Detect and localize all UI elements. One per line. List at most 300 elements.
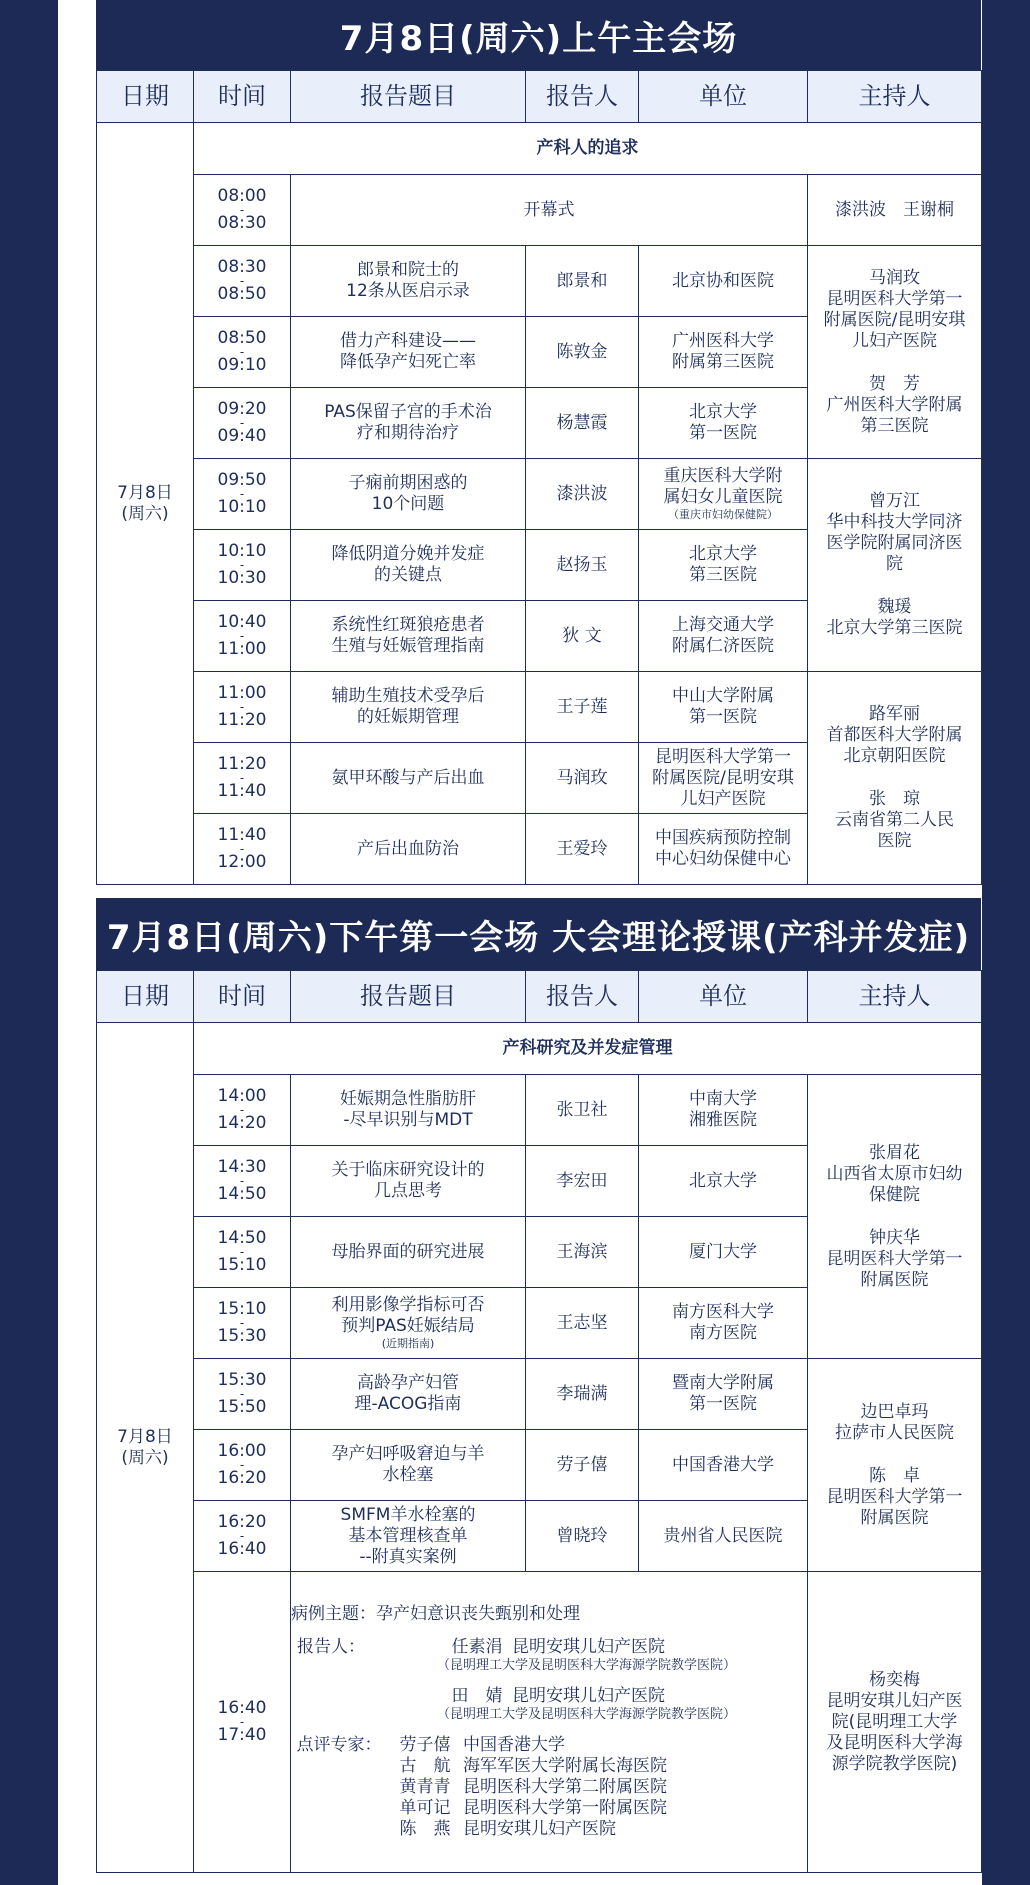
unit-line: 第一医院 <box>689 707 757 727</box>
topic-cell <box>291 246 526 317</box>
speaker-cell: 杨慧霞 <box>526 388 639 459</box>
start-time: 14:00 <box>217 1086 267 1106</box>
case-expert <box>291 1777 807 1798</box>
case-experts-label: 点评专家： <box>296 1735 382 1755</box>
case-experts-label <box>291 1777 387 1798</box>
column-header: 时间 <box>194 71 291 123</box>
expert-unit: 昆明医科大学第一附属医院 <box>463 1798 667 1818</box>
start-time: 11:40 <box>217 825 267 845</box>
topic-line: 子痫前期困惑的 <box>348 473 468 493</box>
unit-cell <box>639 1430 808 1501</box>
unit-line: 第一医院 <box>689 1394 757 1414</box>
host-line: 云南省第二人民 <box>835 810 954 830</box>
speaker-cell: 王志坚 <box>526 1288 639 1359</box>
host-line: 第三医院 <box>860 415 929 436</box>
expert-name: 单可记 <box>399 1798 451 1818</box>
spacer <box>808 575 981 597</box>
column-header: 时间 <box>194 971 291 1023</box>
topic-cell <box>291 388 526 459</box>
topic-cell <box>291 601 526 672</box>
host-line: 杨奕梅 <box>869 1669 920 1690</box>
opening-row <box>97 175 982 246</box>
time-cell <box>194 388 291 459</box>
topic-line: 生殖与妊娠管理指南 <box>331 636 485 656</box>
speaker-cell: 劳子僖 <box>526 1430 639 1501</box>
expert-unit: 中国香港大学 <box>463 1735 565 1755</box>
talk-row <box>97 1359 982 1430</box>
unit-line: 第三医院 <box>689 565 757 585</box>
reporter-unit: 昆明安琪儿妇产医院 <box>512 1686 665 1706</box>
time-dash: - <box>239 345 245 359</box>
case-experts-label <box>291 1819 387 1840</box>
case-discussion <box>291 1572 808 1873</box>
host-cell <box>808 1572 982 1873</box>
case-reporters-label: 报告人： <box>297 1637 365 1657</box>
host-line: 马润玫 <box>869 267 920 288</box>
spacer <box>291 1723 807 1735</box>
host-line: 昆明医科大学第一 <box>826 288 963 309</box>
time-dash: - <box>239 842 245 856</box>
time-dash: - <box>239 1715 245 1729</box>
spacer <box>808 1444 981 1466</box>
time-dash: - <box>239 1174 245 1188</box>
expert-unit: 海军军医大学附属长海医院 <box>463 1756 667 1776</box>
column-header: 单位 <box>639 971 808 1023</box>
host-cell <box>808 459 982 672</box>
topic-cell <box>291 1146 526 1217</box>
time-cell <box>194 1288 291 1359</box>
end-time: 08:50 <box>217 284 267 304</box>
topic-line: -尽早识别与MDT <box>343 1110 473 1130</box>
unit-line: 附属第三医院 <box>672 352 774 372</box>
spacer <box>291 1674 807 1686</box>
topic-cell <box>291 1359 526 1430</box>
time-dash: - <box>239 274 245 288</box>
section-title: 7月8日(周六)下午第一会场 大会理论授课(产科并发症) <box>96 898 981 970</box>
start-time: 15:30 <box>217 1370 267 1390</box>
end-time: 15:50 <box>217 1397 267 1417</box>
session-title: 产科人的追求 <box>194 123 982 175</box>
topic-cell <box>291 459 526 530</box>
speaker-cell: 李瑞满 <box>526 1359 639 1430</box>
case-expert <box>291 1756 807 1777</box>
unit-line: 南方医院 <box>689 1323 757 1343</box>
talk-row <box>97 1075 982 1146</box>
host-line: 昆明医科大学第一 <box>826 1248 963 1269</box>
time-dash: - <box>239 1245 245 1259</box>
expert-unit: 昆明医科大学第二附属医院 <box>463 1777 667 1797</box>
case-experts-label <box>291 1798 387 1819</box>
unit-cell <box>639 1501 808 1572</box>
talk-row <box>97 246 982 317</box>
start-time: 10:10 <box>217 541 267 561</box>
spacer <box>808 1206 981 1228</box>
unit-line: 儿妇产医院 <box>680 788 766 809</box>
topic-cell <box>291 743 526 814</box>
time-dash: - <box>239 1458 245 1472</box>
topic-line: 妊娠期急性脂肪肝 <box>340 1089 476 1109</box>
end-time: 14:50 <box>217 1184 267 1204</box>
unit-line: 中南大学 <box>689 1089 757 1109</box>
unit-line: 重庆医科大学附 <box>663 466 783 486</box>
speaker-cell: 王海滨 <box>526 1217 639 1288</box>
topic-line: 产后出血防治 <box>357 838 459 859</box>
topic-line: 利用影像学指标可否 <box>331 1295 485 1315</box>
speaker-cell: 陈敦金 <box>526 317 639 388</box>
unit-line: 附属医院/昆明安琪 <box>652 767 794 788</box>
unit-cell <box>639 1075 808 1146</box>
time-cell <box>194 601 291 672</box>
end-time: 14:20 <box>217 1113 267 1133</box>
unit-line: 贵州省人民医院 <box>663 1525 783 1546</box>
host-line: 贺 芳 <box>869 373 920 394</box>
unit-line: 中国香港大学 <box>672 1454 774 1475</box>
host-line: 儿妇产医院 <box>852 330 937 351</box>
end-time: 15:30 <box>217 1326 267 1346</box>
start-time: 08:50 <box>217 328 267 348</box>
case-reporter <box>291 1637 807 1674</box>
topic-line: 10个问题 <box>371 494 445 514</box>
speaker-cell: 赵扬玉 <box>526 530 639 601</box>
unit-line: 北京大学 <box>689 1170 757 1191</box>
start-time: 15:10 <box>217 1299 267 1319</box>
host-cell <box>808 246 982 459</box>
topic-line: 几点思考 <box>374 1181 442 1201</box>
reporter-name: 任素涓 <box>451 1637 503 1657</box>
host-line: 院 <box>886 554 903 574</box>
speaker-cell: 狄 文 <box>526 601 639 672</box>
end-time: 10:10 <box>217 497 267 517</box>
unit-line: 附属仁济医院 <box>672 636 774 656</box>
time-dash: - <box>239 629 245 643</box>
end-time: 09:10 <box>217 355 267 375</box>
host-line: 北京朝阳医院 <box>843 746 946 766</box>
speaker-cell: 张卫社 <box>526 1075 639 1146</box>
reporter-note: （昆明理工大学及昆明医科大学海源学院教学医院） <box>437 1658 737 1673</box>
topic-cell <box>291 672 526 743</box>
unit-cell <box>639 317 808 388</box>
spacer <box>291 1625 807 1637</box>
end-time: 11:40 <box>217 781 267 801</box>
unit-line: 中国疾病预防控制 <box>655 828 791 848</box>
start-time: 11:20 <box>217 754 267 774</box>
end-time: 12:00 <box>217 852 267 872</box>
topic-line: 辅助生殖技术受孕后 <box>331 686 485 706</box>
case-theme-label: 病例主题： <box>291 1604 376 1624</box>
session-row <box>97 1023 982 1075</box>
host-line: 昆明安琪儿妇产医 <box>826 1690 963 1711</box>
topic-cell <box>291 814 526 885</box>
start-time: 16:40 <box>217 1698 267 1718</box>
host-line: 山西省太原市妇幼 <box>826 1163 963 1184</box>
time-dash: - <box>239 558 245 572</box>
host-line: 拉萨市人民医院 <box>835 1422 954 1443</box>
host-line: 昆明医科大学第一 <box>826 1486 963 1507</box>
topic-line: 关于临床研究设计的 <box>331 1160 485 1180</box>
case-theme <box>291 1604 807 1625</box>
host-line: 张 琼 <box>869 789 920 809</box>
unit-cell <box>639 814 808 885</box>
time-cell <box>194 1501 291 1572</box>
case-expert <box>291 1798 807 1819</box>
topic-line: SMFM羊水栓塞的 <box>340 1504 476 1525</box>
time-cell <box>194 246 291 317</box>
host-cell: 漆洪波 王谢桐 <box>808 175 982 246</box>
host-line: 魏瑗 <box>877 597 912 617</box>
reporter-entry <box>371 1637 736 1674</box>
column-header: 主持人 <box>808 71 982 123</box>
topic-line: 借力产科建设—— <box>340 331 476 351</box>
start-time: 11:00 <box>217 683 267 703</box>
unit-line: 北京大学 <box>689 402 757 422</box>
unit-cell <box>639 459 808 530</box>
session-title: 产科研究及并发症管理 <box>194 1023 982 1075</box>
topic-line: 母胎界面的研究进展 <box>331 1241 485 1262</box>
unit-cell <box>639 1288 808 1359</box>
unit-line: 第一医院 <box>689 423 757 443</box>
unit-line: 北京大学 <box>689 544 757 564</box>
topic-note: (近期指南) <box>381 1337 435 1350</box>
time-cell <box>194 175 291 246</box>
column-header: 日期 <box>97 71 194 123</box>
header-row <box>97 971 982 1023</box>
topic-cell <box>291 1430 526 1501</box>
host-line: 附属医院 <box>860 1269 929 1290</box>
column-header: 报告题目 <box>291 971 526 1023</box>
topic-cell <box>291 530 526 601</box>
unit-line: 暨南大学附属 <box>672 1373 774 1393</box>
expert-name: 劳子僖 <box>399 1735 451 1755</box>
case-reporter <box>291 1686 807 1723</box>
talk-row <box>97 459 982 530</box>
date: 7月8日 <box>117 482 173 503</box>
time-dash: - <box>239 700 245 714</box>
opening-topic: 开幕式 <box>291 175 808 246</box>
time-cell <box>194 459 291 530</box>
weekday: (周六) <box>121 503 169 524</box>
host-cell <box>808 1359 982 1572</box>
speaker-cell: 马润玫 <box>526 743 639 814</box>
unit-line: 中山大学附属 <box>672 686 774 706</box>
start-time: 16:00 <box>217 1441 267 1461</box>
start-time: 16:20 <box>217 1512 267 1532</box>
topic-line: 水栓塞 <box>382 1465 434 1485</box>
schedule-page <box>58 0 982 1885</box>
unit-cell <box>639 1217 808 1288</box>
topic-line: --附真实案例 <box>359 1546 457 1567</box>
end-time: 09:40 <box>217 426 267 446</box>
time-dash: - <box>239 1387 245 1401</box>
end-time: 15:10 <box>217 1255 267 1275</box>
topic-line: 疗和期待治疗 <box>357 423 459 443</box>
time-cell <box>194 530 291 601</box>
unit-line: 南方医科大学 <box>672 1302 774 1322</box>
host-line: 源学院教学医院) <box>831 1753 958 1774</box>
topic-line: 郎景和院士的 <box>357 260 459 280</box>
weekday: (周六) <box>121 1447 169 1468</box>
expert-name: 古 航 <box>399 1756 451 1776</box>
column-header: 报告人 <box>526 971 639 1023</box>
host-line: 首都医科大学附属 <box>826 725 963 745</box>
case-experts-label <box>291 1756 387 1777</box>
end-time: 16:40 <box>217 1539 267 1559</box>
start-time: 08:00 <box>217 186 267 206</box>
date-cell <box>97 123 194 885</box>
host-line: 附属医院 <box>860 1507 929 1528</box>
time-dash: - <box>239 1529 245 1543</box>
topic-line: 的关键点 <box>374 565 442 585</box>
topic-line: 孕产妇呼吸窘迫与羊 <box>331 1444 485 1464</box>
unit-line: 广州医科大学 <box>672 331 774 351</box>
time-cell <box>194 1430 291 1501</box>
host-line: 路军丽 <box>869 704 920 724</box>
topic-cell <box>291 1217 526 1288</box>
host-line: 医学院附属同济医 <box>826 533 963 553</box>
topic-line: 的妊娠期管理 <box>357 707 459 727</box>
host-cell <box>808 672 982 885</box>
unit-line: 上海交通大学 <box>672 615 774 635</box>
end-time: 11:20 <box>217 710 267 730</box>
unit-cell <box>639 530 808 601</box>
speaker-cell: 曾晓玲 <box>526 1501 639 1572</box>
start-time: 10:40 <box>217 612 267 632</box>
talk-row <box>97 672 982 743</box>
unit-line: 湘雅医院 <box>689 1110 757 1130</box>
time-cell <box>194 672 291 743</box>
expert-name: 黄青青 <box>399 1777 451 1797</box>
date-cell <box>97 1023 194 1873</box>
host-line: 医院 <box>877 831 912 851</box>
topic-line: PAS保留子宫的手术治 <box>324 402 492 422</box>
unit-note: （重庆市妇幼保健院） <box>668 508 778 521</box>
host-line: 曾万江 <box>869 491 920 511</box>
time-dash: - <box>239 771 245 785</box>
time-dash: - <box>239 1103 245 1117</box>
topic-line: 理-ACOG指南 <box>354 1394 462 1414</box>
unit-line: 北京协和医院 <box>672 270 774 291</box>
expert-unit: 昆明安琪儿妇产医院 <box>463 1819 616 1839</box>
time-cell <box>194 1146 291 1217</box>
unit-cell <box>639 1359 808 1430</box>
host-line: 院(昆明理工大学 <box>831 1711 958 1732</box>
time-cell <box>194 1572 291 1873</box>
time-dash: - <box>239 487 245 501</box>
unit-line: 属妇女儿童医院 <box>663 487 783 507</box>
speaker-cell: 李宏田 <box>526 1146 639 1217</box>
start-time: 14:30 <box>217 1157 267 1177</box>
schedule-table-morning <box>96 70 982 885</box>
session-row <box>97 123 982 175</box>
speaker-cell: 王子莲 <box>526 672 639 743</box>
section-title: 7月8日(周六)上午主会场 <box>96 0 981 70</box>
host-line: 附属医院/昆明安琪 <box>823 309 966 330</box>
host-line: 及昆明医科大学海 <box>826 1732 963 1753</box>
host-line: 保健院 <box>869 1184 920 1205</box>
time-cell <box>194 1359 291 1430</box>
topic-line: 预判PAS妊娠结局 <box>341 1316 475 1336</box>
reporter-name: 田 婧 <box>451 1686 503 1706</box>
spacer <box>808 767 981 789</box>
time-cell <box>194 1075 291 1146</box>
speaker-cell: 漆洪波 <box>526 459 639 530</box>
expert-name: 陈 燕 <box>399 1819 451 1839</box>
time-dash: - <box>239 416 245 430</box>
host-line: 华中科技大学同济 <box>826 512 963 532</box>
column-header: 报告题目 <box>291 71 526 123</box>
column-header: 主持人 <box>808 971 982 1023</box>
unit-cell <box>639 388 808 459</box>
reporter-entry <box>371 1686 736 1723</box>
column-header: 单位 <box>639 71 808 123</box>
speaker-cell: 郎景和 <box>526 246 639 317</box>
host-line: 边巴卓玛 <box>860 1401 929 1422</box>
host-cell <box>808 1075 982 1359</box>
topic-cell <box>291 1288 526 1359</box>
topic-line: 高龄孕产妇管 <box>357 1373 459 1393</box>
topic-cell <box>291 317 526 388</box>
spacer <box>808 352 981 374</box>
time-cell <box>194 814 291 885</box>
reporter-unit: 昆明安琪儿妇产医院 <box>512 1637 665 1657</box>
start-time: 09:50 <box>217 470 267 490</box>
start-time: 14:50 <box>217 1228 267 1248</box>
case-expert <box>291 1819 807 1840</box>
host-line: 张眉花 <box>869 1142 920 1163</box>
start-time: 08:30 <box>217 257 267 277</box>
speaker-cell: 王爱玲 <box>526 814 639 885</box>
time-dash: - <box>239 203 245 217</box>
time-dash: - <box>239 1316 245 1330</box>
reporter-note: （昆明理工大学及昆明医科大学海源学院教学医院） <box>437 1707 737 1722</box>
column-header: 日期 <box>97 971 194 1023</box>
unit-cell <box>639 246 808 317</box>
unit-cell <box>639 601 808 672</box>
case-reporters-label <box>291 1686 371 1723</box>
host-line: 广州医科大学附属 <box>826 394 963 415</box>
unit-line: 昆明医科大学第一 <box>655 746 791 767</box>
schedule-table-afternoon <box>96 970 982 1873</box>
topic-line: 氨甲环酸与产后出血 <box>331 767 485 788</box>
header-row <box>97 71 982 123</box>
host-line: 北京大学第三医院 <box>826 618 963 638</box>
end-time: 11:00 <box>217 639 267 659</box>
time-cell <box>194 743 291 814</box>
topic-line: 系统性红斑狼疮患者 <box>331 615 485 635</box>
topic-cell <box>291 1501 526 1572</box>
unit-cell <box>639 743 808 814</box>
end-time: 08:30 <box>217 213 267 233</box>
time-cell <box>194 317 291 388</box>
end-time: 10:30 <box>217 568 267 588</box>
date: 7月8日 <box>117 1426 173 1447</box>
start-time: 09:20 <box>217 399 267 419</box>
unit-line: 中心妇幼保健中心 <box>655 849 791 869</box>
host-line: 陈 卓 <box>869 1465 920 1486</box>
host-line: 钟庆华 <box>869 1227 920 1248</box>
column-header: 报告人 <box>526 71 639 123</box>
unit-cell <box>639 672 808 743</box>
unit-cell <box>639 1146 808 1217</box>
case-theme-text: 孕产妇意识丧失甄别和处理 <box>376 1604 580 1624</box>
case-expert <box>291 1735 807 1756</box>
topic-line: 12条从医启示录 <box>346 281 470 301</box>
topic-line: 降低阴道分娩并发症 <box>331 544 485 564</box>
topic-line: 降低孕产妇死亡率 <box>340 352 476 372</box>
case-row <box>97 1572 982 1873</box>
time-cell <box>194 1217 291 1288</box>
end-time: 16:20 <box>217 1468 267 1488</box>
end-time: 17:40 <box>217 1725 267 1745</box>
